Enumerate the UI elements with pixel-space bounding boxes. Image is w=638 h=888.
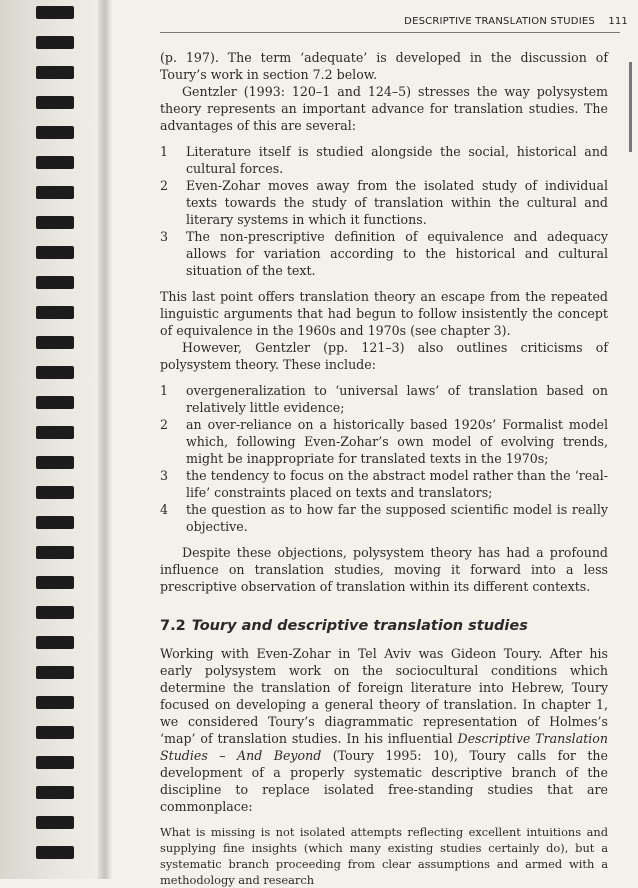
list-item bbox=[160, 143, 608, 177]
binding-hole bbox=[36, 486, 74, 499]
binding-hole bbox=[36, 636, 74, 649]
list-item bbox=[160, 382, 608, 416]
list-text: Even-Zohar moves away from the isolated study of individual texts towards the study of translation within the cultural and literary systems in which it functions. bbox=[186, 178, 608, 227]
binding-hole bbox=[36, 726, 74, 739]
binding-hole bbox=[36, 216, 74, 229]
binding-hole bbox=[36, 546, 74, 559]
spiral-binding bbox=[0, 0, 108, 879]
running-header bbox=[112, 16, 628, 27]
list-text: the tendency to focus on the abstract model rather than the ‘real-life’ constraints placed on texts and translators; bbox=[186, 468, 608, 500]
book-title: Descriptive Translation Studies – And Beyond bbox=[160, 731, 609, 763]
list-text: The non-prescriptive definition of equivalence and adequacy allows for variation according to the historical and cultural situation of the text. bbox=[186, 229, 608, 278]
section-title: Toury and descriptive translation studies bbox=[191, 618, 528, 634]
running-title: DESCRIPTIVE TRANSLATION STUDIES bbox=[404, 16, 595, 27]
binding-hole bbox=[36, 126, 74, 139]
binding-hole bbox=[36, 456, 74, 469]
paragraph bbox=[160, 645, 608, 815]
block-quote: What is missing is not isolated attempts reflecting excellent intuitions and supplying fine insights (which many existing studies certainly do), but a systematic branch proceeding from clear assumptions and armed with a methodology and research bbox=[160, 825, 608, 887]
binding-hole bbox=[36, 666, 74, 679]
binding-hole bbox=[36, 66, 74, 79]
page-edge-mark bbox=[629, 62, 632, 152]
binding-hole bbox=[36, 846, 74, 859]
paragraph: However, Gentzler (pp. 121–3) also outlines criticisms of polysystem theory. These include: bbox=[160, 340, 608, 372]
binding-hole bbox=[36, 366, 74, 379]
binding-hole bbox=[36, 576, 74, 589]
paragraph: This last point offers translation theory an escape from the repeated linguistic arguments that had begun to follow insistently the concept of equivalence in the 1960s and 1970s (see chapter 3). bbox=[160, 289, 608, 338]
criticisms-list bbox=[160, 382, 608, 535]
paragraph-text: (Toury 1995: 10), Toury calls for the development of a properly systematic descriptive branch of the discipline to replace isolated free-standing studies that are commonplace: bbox=[160, 748, 608, 814]
binding-hole bbox=[36, 96, 74, 109]
binding-hole bbox=[36, 426, 74, 439]
paragraph: (p. 197). The term ‘adequate’ is developed in the discussion of Toury’s work in section 7.2 below. bbox=[160, 50, 608, 82]
binding-hole bbox=[36, 186, 74, 199]
binding-hole bbox=[36, 516, 74, 529]
binding-hole bbox=[36, 756, 74, 769]
binding-hole bbox=[36, 336, 74, 349]
list-item bbox=[160, 228, 608, 279]
binding-hole bbox=[36, 396, 74, 409]
list-item bbox=[160, 467, 608, 501]
advantages-list bbox=[160, 143, 608, 279]
page-number: 111 bbox=[608, 16, 628, 27]
binding-hole bbox=[36, 246, 74, 259]
list-number: 4 bbox=[160, 502, 169, 517]
binding-hole bbox=[36, 306, 74, 319]
header-rule bbox=[160, 32, 620, 33]
section-number: 7.2 bbox=[160, 618, 186, 634]
book-page bbox=[112, 0, 638, 887]
list-number: 2 bbox=[160, 178, 169, 193]
list-number: 2 bbox=[160, 417, 169, 432]
list-number: 3 bbox=[160, 229, 169, 244]
binding-hole bbox=[36, 696, 74, 709]
paragraph: Despite these objections, polysystem theory has had a profound influence on translation studies, moving it forward into a less prescriptive observation of translation within its different contexts. bbox=[160, 545, 608, 594]
list-item bbox=[160, 416, 608, 467]
binding-hole bbox=[36, 786, 74, 799]
binding-hole bbox=[36, 156, 74, 169]
list-text: Literature itself is studied alongside the social, historical and cultural forces. bbox=[186, 144, 608, 176]
list-item bbox=[160, 501, 608, 535]
paragraph-text: Working with Even-Zohar in Tel Aviv was Gideon Toury. After his early polysystem work on the sociocultural conditions which determine the translation of foreign literature into Hebrew, Toury focused on developing a general theory of translation. In chapter 1, we considered Toury’s diagrammatic representation of Holmes’s ‘map’ of translation studies. In his influential bbox=[160, 646, 608, 746]
page-body bbox=[160, 49, 608, 888]
section-heading bbox=[160, 617, 608, 636]
list-text: an over-reliance on a historically based 1920s’ Formalist model which, following Even-Zohar’s own model of evolving trends, might be inappropriate for translated texts in the 1970s; bbox=[186, 417, 608, 466]
list-text: overgeneralization to ‘universal laws’ of translation based on relatively little evidence; bbox=[186, 383, 608, 415]
binding-hole bbox=[36, 816, 74, 829]
binding-hole bbox=[36, 606, 74, 619]
list-number: 1 bbox=[160, 383, 169, 398]
list-number: 3 bbox=[160, 468, 169, 483]
gutter-shadow bbox=[98, 0, 112, 879]
list-number: 1 bbox=[160, 144, 169, 159]
binding-hole bbox=[36, 276, 74, 289]
binding-hole bbox=[36, 36, 74, 49]
list-text: the question as to how far the supposed scientific model is really objective. bbox=[186, 502, 608, 534]
binding-hole bbox=[36, 6, 74, 19]
list-item bbox=[160, 177, 608, 228]
paragraph: Gentzler (1993: 120–1 and 124–5) stresses the way polysystem theory represents an important advance for translation studies. The advantages of this are several: bbox=[160, 84, 608, 133]
